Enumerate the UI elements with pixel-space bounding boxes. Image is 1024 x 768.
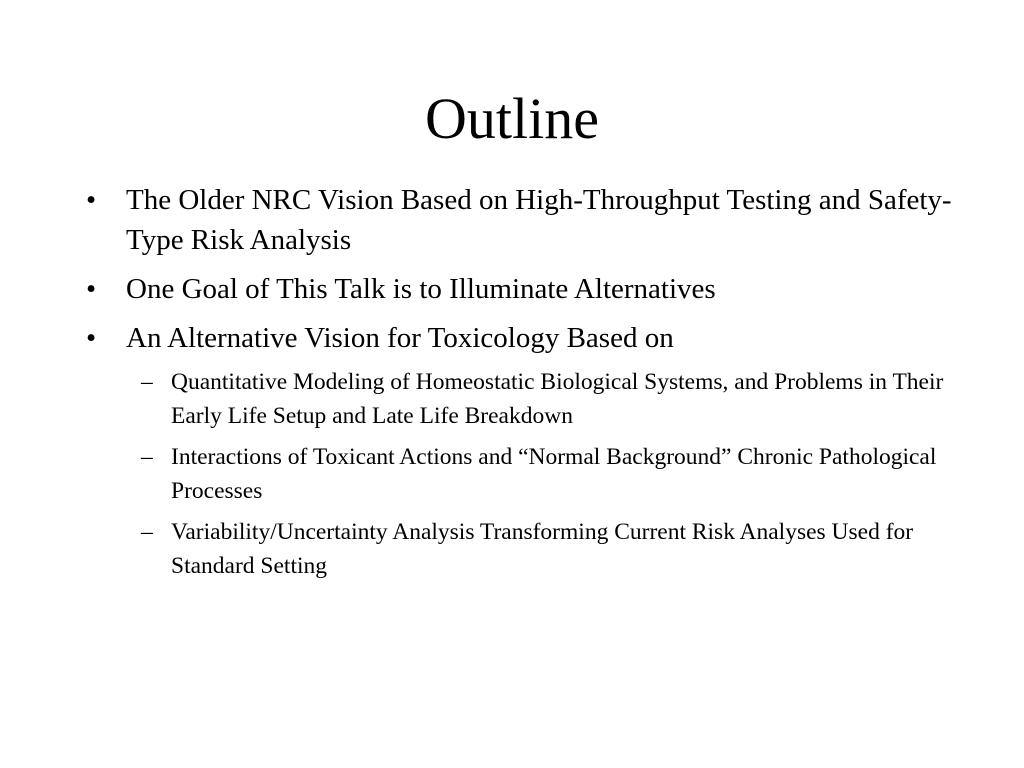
- sub-bullet-item: [86, 440, 956, 508]
- bullet-item: [86, 318, 956, 358]
- sub-bullet-text: Variability/Uncertainty Analysis Transforming Current Risk Analyses Used for Standard Setting: [171, 519, 914, 579]
- bullet-item: [86, 180, 956, 260]
- sub-bullet-marker: –: [141, 519, 153, 545]
- bullet-marker: •: [86, 273, 97, 305]
- sub-bullet-marker: –: [141, 369, 153, 395]
- sub-bullet-item: [86, 365, 956, 433]
- sub-bullet-text: Quantitative Modeling of Homeostatic Biological Systems, and Problems in Their Early Life Setup and Late Life Breakdown: [171, 369, 944, 429]
- sub-bullet-item: [86, 515, 956, 583]
- sub-bullet-list: [86, 365, 956, 583]
- sub-bullet-text: Interactions of Toxicant Actions and “Normal Background” Chronic Pathological Processes: [171, 444, 937, 504]
- bullet-item: [86, 269, 956, 309]
- sub-bullet-marker: –: [141, 444, 153, 470]
- slide-title: Outline: [425, 86, 599, 151]
- bullet-text: The Older NRC Vision Based on High-Throughput Testing and Safety-Type Risk Analysis: [126, 184, 952, 256]
- bullet-marker: •: [86, 322, 97, 354]
- bullet-marker: •: [86, 184, 97, 216]
- bullet-text: An Alternative Vision for Toxicology Based on: [126, 322, 674, 354]
- bullet-list: [86, 180, 956, 590]
- bullet-text: One Goal of This Talk is to Illuminate Alternatives: [126, 273, 716, 305]
